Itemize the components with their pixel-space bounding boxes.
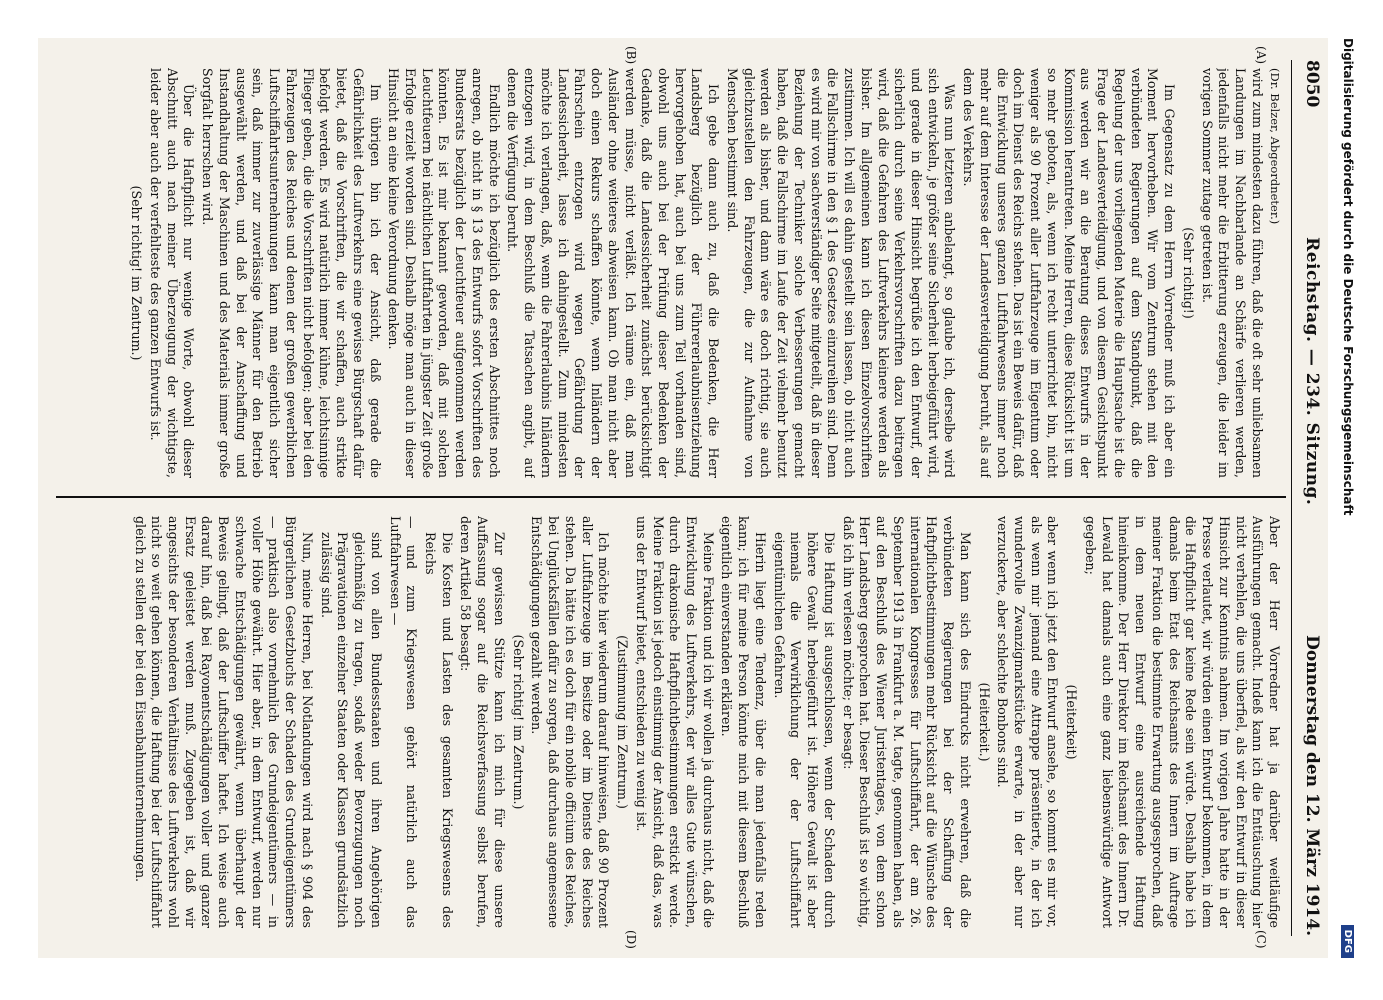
paragraph: Was nun letzteren anbelangt, so glaube ich, derselbe wird sich entwickeln, je größer seine Sicherheit herbeigeführt wird, und gerade in dieser Hinsicht begrüße ich den Entwurf, der sicherlich durch seine Verkehrsvorschriften dazu beitragen wird, daß die Gefahren des Luftverkehrs kleinere werden als bisher. Im allgemeinen kann ich diesen Einzelvorschriften zustimmen. Ich will es dahin gestellt sein lassen, ob nicht auch die Fallschirme in den § 1 des Gesetzes einzureihen sind. Denn es wird mir von sachverständiger Seite mitgeteilt, daß in dieser Beziehung der Techniker solche Verbesserungen gemacht haben, daß die Fallschirme im Laufe der Zeit vielmehr benutzt werden als bisher, und dann wäre es doch richtig, sie auch gleichzustellen den Fahrzeugen, die zur Aufnahme von Menschen bestimmt sind. xyxy=(724,68,958,478)
paragraph: — und zum Kriegswesen gehört natürlich auch das Luftfahrwesen — xyxy=(387,516,420,928)
interjection: (Sehr richtig!) xyxy=(1180,227,1196,319)
left-column xyxy=(52,68,1282,478)
interjection: (Heiterkeit) xyxy=(1064,684,1080,760)
margin-mark-b: (B) xyxy=(624,46,638,65)
quotation: Die Kosten und Lasten des gesamten Kriegswesens des Reichs xyxy=(423,532,455,928)
right-column xyxy=(52,516,1282,928)
margin-mark-c: (C) xyxy=(1254,930,1268,949)
interjection: (Zustimmung im Zentrum.) xyxy=(615,635,631,809)
quotation: Die Haftung ist ausgeschlossen, wenn der Schaden durch höhere Gewalt herbeigeführt ist. Höhere Gewalt ist aber niemals die Verwirklichung der der Luftschiffahrt eigentümlichen Gefahren. xyxy=(771,532,837,928)
paragraph: Hierin liegt eine Tendenz, über die man jedenfalls reden kann; ich für meine Person könnte mich mit diesem Beschluß eigentlich einverstanden erklären. xyxy=(719,516,768,928)
newspaper-page xyxy=(38,38,1328,958)
paragraph: Ich gebe dann auch zu, daß die Bedenken, die Herr Landsberg bezüglich der Führererlaubnisentziehung hervorgehoben hat, auch bei uns zum Teil vorhanden sind, obwohl uns auch bei der Prüfung dieser Bedenken der Gedanke, daß die Landessicherheit zunächst berücksichtigt werden müsse, nicht verläßt. Ich räume ein, daß man Ausländer ohne weiteres abweisen kann. Ob man nicht aber doch einen Rekurs schaffen könnte, wenn Inländern der Fahrschein entzogen wird wegen Gefährdung der Landessicherheit, lasse ich dahingestellt. Zum mindesten möchte ich verlangen, daß, wenn die Fahrerlaubnis Inländern entzogen wird, in dem Beschluß die Tatsachen angibt, auf denen die Verfügung beruht. xyxy=(505,68,722,478)
header-date: Donnerstag den 12. März 1914. xyxy=(1302,635,1322,936)
paragraph: aber wenn ich jetzt den Entwurf ansehe, so kommt es mir vor, als wenn mir jemand eine Attrappe präsentierte, in der ich wundervolle Zwanzigmarkstücke erwarte, in der aber nur verzuckerte, aber schlechte Bonbons sind. xyxy=(995,516,1061,928)
paragraph: Über die Haftpflicht nur wenige Worte, obwohl dieser Abschnitt auch nach meiner Überzeugung der wichtigste, leider aber auch der verfehlteste des ganzen Entwurfs ist. xyxy=(147,68,197,478)
interjection: (Sehr richtig! im Zentrum.) xyxy=(510,634,526,810)
paragraph: Man kann sich des Eindrucks nicht erwehren, daß die verbündeten Regierungen bei der Schaffung der Haftpflichtbestimmungen mehr Rücksicht auf die Wünsche des internationalen Kongresses für Luftschiffahrt, der am 26. September 1913 in Frankfurt a. M. tagte, genommen haben, als auf den Beschluß des Wiener Juristentages, von dem schon Herr Landsberg gesprochen hat. Dieser Beschluß ist so wichtig, daß ich ihn verlesen möchte; er besagt: xyxy=(840,516,973,928)
dfg-logo: DFG xyxy=(1342,925,1355,958)
column-divider xyxy=(56,496,1286,498)
dfg-notice-text: Digitalisierung gefördert durch die Deutsche Forschungsgemeinschaft xyxy=(1341,38,1355,516)
paragraph: Zur gewissen Stütze kann ich mich für diese unsere Auffassung sogar auf die Reichsverfassung selbst berufen, deren Artikel 58 besagt: xyxy=(458,516,507,928)
speaker-line: (Dr. Belzer, Abgeordneter.) xyxy=(1268,68,1282,225)
page-number: 8050 xyxy=(1302,60,1322,108)
interjection: (Heiterkeit.) xyxy=(976,682,992,762)
margin-mark-d: (D) xyxy=(624,930,638,949)
paragraph: Im übrigen bin ich der Ansicht, daß gerade die Gefährlichkeit des Luftverkehrs eine gewisse Bürgschaft dafür bietet, daß die Vorschriften, die wir schaffen, auch strikte befolgt werden. Es wird natürlich immer kühne, leichtsinnige Flieger geben, die die Vorschriften nicht befolgen; aber bei den Fahrzeugen des Reiches und denen der großen gewerblichen Luftschiffahrtsunternehmungen kann man eigentlich sicher sein, daß immer zur zuverlässige Männer für den Betrieb ausgewählt werden, und daß bei der Anschaffung und Instandhaltung der Maschinen und des Materials immer große Sorgfalt herrschen wird. xyxy=(200,68,383,478)
paragraph: wird zum mindesten dazu führen, daß die oft sehr unliebsamen Landungen im Nachbarlande an Schärfe verlieren werden, jedenfalls nicht mehr die Erbitterung erzeugen, die leider im vorigen Sommer zutage getreten ist. xyxy=(1199,68,1265,478)
quotation: sind von allen Bundesstaaten und ihren Angehörigen gleichmäßig zu tragen, sodaß weder Bevorzugungen noch Prägravationen einzelner Staaten oder Klassen grundsätzlich zulässig sind. xyxy=(318,532,384,928)
header-session: Reichstag. — 234. Sitzung. xyxy=(1302,237,1322,506)
interjection: (Sehr richtig! im Zentrum.) xyxy=(129,185,145,361)
margin-mark-a: (A) xyxy=(1254,46,1268,65)
paragraph: Endlich möchte ich bezüglich des ersten Abschnittes noch anregen, ob nicht in § 13 des Entwurfs sofort Vorschriften des Bundesrats bezüglich der Leuchtfeuer aufgenommen werden könnten. Es ist mir bekannt geworden, daß mit solchen Leuchtfeuern bei nächtlichen Luftfahrten in jüngster Zeit große Erfolge erzielt worden sind. Deshalb möge man auch in dieser Hinsicht an eine kleine Verordnung denken. xyxy=(386,68,502,478)
digitization-notice xyxy=(1333,38,1363,958)
paragraph: Meine Fraktion und ich wir wollen ja durchaus nicht, daß die Entwicklung des Luftverkehrs, der wir alles Gute wünschen, durch drakonische Haftpflichtbestimmungen erstickt werde. Meine Fraktion ist jedoch einstimmig der Ansicht, daß das, was uns der Entwurf bietet, entschieden zu wenig ist. xyxy=(633,516,716,928)
page-header xyxy=(1291,60,1322,936)
paragraph: Nun, meine Herren, bei Notlandungen wird nach § 904 des Bürgerlichen Gesetzbuchs der Schaden des Grundeigentümers — praktisch also vornehmlich des Grundeigentümers — in voller Höhe gewährt. Hier aber, in dem Entwurf, werden nur schwache Entschädigungen gewährt, wenn überhaupt der Beweis gelingt, daß der Luftschiffer haftet. Ich weise auch darauf hin, daß bei Rayonentschädigungen voller und ganzer Ersatz geleistet werden muß. Zugegeben ist, daß wir angesichts der besonderen Verhältnisse des Luftverkehrs wohl nicht so weit gehen können, die Haftung bei der Luftschiffahrt gleich zu stellen der bei den Eisenbahnunternehmungen. xyxy=(132,516,315,928)
paragraph: Im Gegensatz zu dem Herrn Vorredner muß ich aber ein Moment hervorheben. Wir vom Zentrum stehen mit den verbündeten Regierungen auf dem Standpunkt, daß die Regelung der uns vorliegenden Materie die Hauptsache ist die Frage der Landesverteidigung, und von diesem Gesichtspunkt aus werden wir an die Beratung dieses Entwurfs in der Kommission herantreten. Meine Herren, diese Rücksicht ist um so mehr geboten, als, wenn ich recht unterrichtet bin, nicht weniger als 90 Prozent aller Luftfahrzeuge im Eigentum oder doch im Dienst des Reichs stehen. Das ist ein Beweis dafür, daß die Entwicklung unseres ganzen Luftfahrwesens immer noch mehr auf dem Interesse der Landesverteidigung beruht, als auf dem des Verkehrs. xyxy=(961,68,1178,478)
paragraph: Aber der Herr Vorredner hat ja darüber weitläufige Ausführungen gemacht. Indeß kann ich die Enttäuschung hier nicht verhehlen, die uns überfiel, als wir den Entwurf in dieser Hinsicht zur Kenntnis nahmen. Im vorigen Jahre hatte in der Presse verlautet, wir würden einen Entwurf bekommen, in dem die Haftpflicht gar keine Rede sein würde. Deshalb habe ich damals beim Etat des Reichsamts des Innern im Auftrage meiner Fraktion die bestimmte Erwartung ausgesprochen, daß in dem neuen Entwurf eine ausreichende Haftung hineinkomme. Der Herr Direktor im Reichsamt des Innern Dr. Lewald hat damals auch eine ganz liebenswürdige Antwort gegeben; xyxy=(1082,516,1282,928)
paragraph: Ich möchte hier wiederum darauf hinweisen, daß 90 Prozent aller Luftfahrzeuge im Besitze oder im Dienste des Reiches stehen. Da hätte ich es doch für ein nobile officium des Reiches, bei Unglücksfällen dafür zu sorgen, daß durchaus angemessene Entschädigungen gezahlt werden. xyxy=(529,516,612,928)
